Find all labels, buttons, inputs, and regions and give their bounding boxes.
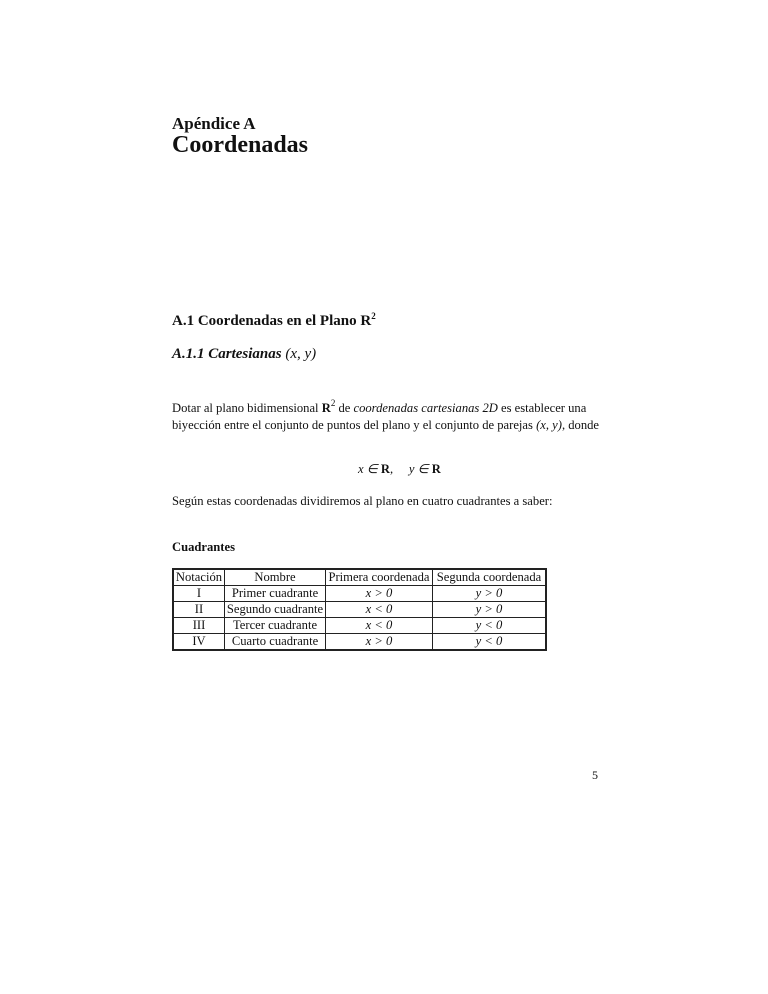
section-title-sup: 2	[371, 311, 376, 321]
quadrants-table	[172, 568, 547, 651]
cell-first: x > 0	[326, 586, 433, 602]
cell-first: x < 0	[326, 602, 433, 618]
table-caption: Cuadrantes	[172, 540, 235, 554]
p2-text-b: , donde	[561, 418, 600, 432]
cell-second: y > 0	[433, 602, 547, 618]
cell-notation: II	[173, 602, 225, 618]
cell-second: y < 0	[433, 634, 547, 651]
cell-name: Cuarto cuadrante	[225, 634, 326, 651]
header-notacion: Notación	[173, 569, 225, 586]
header-segunda: Segunda coordenada	[433, 569, 547, 586]
cell-notation: I	[173, 586, 225, 602]
cell-notation: IV	[173, 634, 225, 651]
p2-math: (x, y)	[536, 418, 562, 432]
table-row	[173, 618, 546, 634]
cell-first: x > 0	[326, 634, 433, 651]
header-primera: Primera coordenada	[326, 569, 433, 586]
p2-text-a: biyección entre el conjunto de puntos del plano y el conjunto de parejas	[172, 418, 537, 432]
subsection-title	[172, 346, 316, 363]
cell-name: Tercer cuadrante	[225, 618, 326, 634]
paragraph-3: Según estas coordenadas dividiremos al plano en cuatro cuadrantes a saber:	[172, 494, 553, 508]
subsection-math: (x, y)	[285, 346, 317, 362]
eq-R1: R	[380, 462, 390, 476]
eq-x: x ∈	[358, 462, 381, 476]
p1-text-a: Dotar al plano bidimensional	[172, 401, 322, 415]
paragraph-line-2	[172, 418, 599, 433]
cell-second: y > 0	[433, 586, 547, 602]
section-title	[172, 313, 376, 330]
equation	[358, 461, 441, 477]
chapter-title: Coordenadas	[172, 132, 309, 158]
subsection-title-text: A.1.1 Cartesianas	[172, 346, 282, 362]
p1-emphasis: coordenadas cartesianas 2D	[353, 401, 498, 415]
p1-text-b: de	[335, 401, 354, 415]
appendix-label: Apéndice A	[172, 114, 256, 133]
page-number: 5	[592, 768, 598, 782]
table-row	[173, 602, 546, 618]
table-row	[173, 634, 546, 651]
cell-name: Primer cuadrante	[225, 586, 326, 602]
eq-R2: R	[431, 462, 441, 476]
cell-name: Segundo cuadrante	[225, 602, 326, 618]
paragraph-line-1	[172, 398, 587, 416]
p1-text-c: es establecer una	[497, 401, 587, 415]
p1-sup: 2	[330, 398, 336, 408]
eq-sep: , y ∈	[389, 462, 432, 476]
cell-notation: III	[173, 618, 225, 634]
header-nombre: Nombre	[225, 569, 326, 586]
table-row	[173, 586, 546, 602]
table-header-row	[173, 569, 546, 586]
section-title-text: A.1 Coordenadas en el Plano R	[172, 313, 372, 329]
cell-first: x < 0	[326, 618, 433, 634]
p1-R: R	[321, 401, 331, 415]
cell-second: y < 0	[433, 618, 547, 634]
